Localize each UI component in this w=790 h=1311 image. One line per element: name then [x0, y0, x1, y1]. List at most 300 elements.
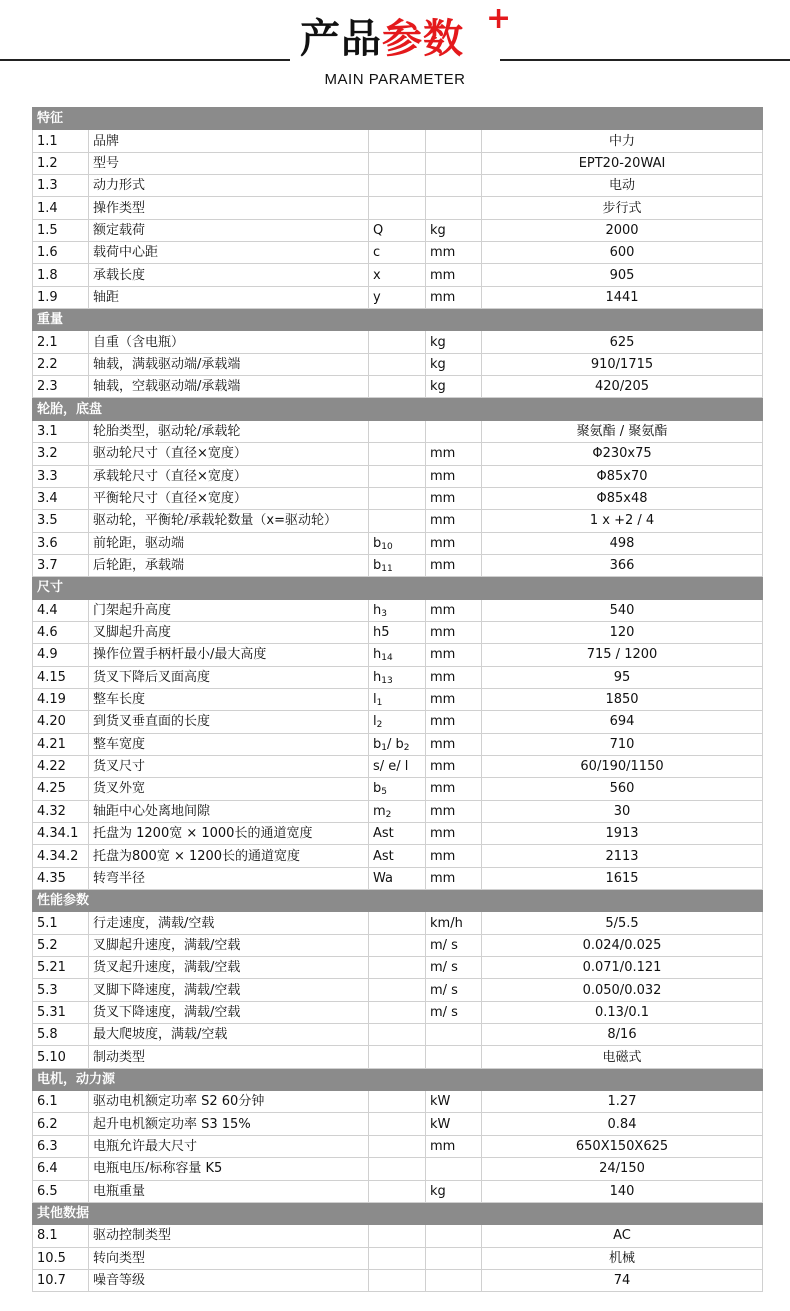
row-unit: mm [426, 778, 482, 800]
row-unit: kW [426, 1091, 482, 1113]
row-value: 电磁式 [482, 1046, 763, 1068]
row-symbol [369, 487, 426, 509]
symbol-text: b [373, 558, 382, 574]
row-unit: mm [426, 264, 482, 286]
row-value: 905 [482, 264, 763, 286]
row-number: 5.21 [33, 957, 89, 979]
row-number: 3.5 [33, 510, 89, 532]
row-value: 600 [482, 242, 763, 264]
row-symbol [369, 644, 426, 666]
table-row [33, 1001, 763, 1023]
row-value: 60/190/1150 [482, 755, 763, 777]
row-value: 715 / 1200 [482, 644, 763, 666]
row-number: 8.1 [33, 1225, 89, 1247]
row-name: 平衡轮尺寸（直径×宽度） [89, 487, 369, 509]
row-number: 10.5 [33, 1247, 89, 1269]
row-name: 电瓶重量 [89, 1180, 369, 1202]
row-name: 托盘为 1200宽 × 1000长的通道宽度 [89, 823, 369, 845]
section-header [33, 398, 763, 420]
header-rule-right [500, 59, 790, 61]
symbol-text: / b [387, 736, 404, 752]
row-name: 行走速度，满载/空载 [89, 912, 369, 934]
row-symbol [369, 1180, 426, 1202]
row-symbol [369, 845, 426, 867]
row-number: 4.21 [33, 733, 89, 755]
table-row [33, 621, 763, 643]
row-unit: mm [426, 823, 482, 845]
row-value: EPT20-20WAI [482, 152, 763, 174]
row-symbol [369, 711, 426, 733]
section-header [33, 108, 763, 130]
row-number: 3.2 [33, 443, 89, 465]
row-number: 4.34.1 [33, 823, 89, 845]
header-rule-left [0, 59, 290, 61]
row-name: 轴载，满载驱动端/承载端 [89, 353, 369, 375]
row-unit: mm [426, 1135, 482, 1157]
row-number: 5.3 [33, 979, 89, 1001]
row-unit: mm [426, 666, 482, 688]
row-value: 1.27 [482, 1091, 763, 1113]
table-row [33, 152, 763, 174]
row-name: 电瓶电压/标称容量 K5 [89, 1158, 369, 1180]
row-unit: mm [426, 487, 482, 509]
row-value: 625 [482, 331, 763, 353]
row-symbol [369, 666, 426, 688]
symbol-subscript: 5 [381, 787, 387, 798]
row-number: 5.1 [33, 912, 89, 934]
symbol-subscript: 2 [385, 809, 392, 820]
row-unit: mm [426, 644, 482, 666]
symbol-text: b [373, 535, 382, 551]
row-symbol [369, 1158, 426, 1180]
row-unit: mm [426, 554, 482, 576]
row-number: 4.19 [33, 688, 89, 710]
row-name: 品牌 [89, 130, 369, 152]
row-number: 6.1 [33, 1091, 89, 1113]
table-row [33, 1046, 763, 1068]
table-row [33, 130, 763, 152]
row-unit [426, 1269, 482, 1291]
table-row [33, 1158, 763, 1180]
row-name: 驱动轮，平衡轮/承载轮数量（x=驱动轮） [89, 510, 369, 532]
row-symbol [369, 688, 426, 710]
row-number: 3.7 [33, 554, 89, 576]
row-name: 轮胎类型，驱动轮/承载轮 [89, 420, 369, 442]
row-symbol [369, 465, 426, 487]
table-row [33, 510, 763, 532]
row-unit: mm [426, 845, 482, 867]
row-name: 托盘为800宽 × 1200长的通道宽度 [89, 845, 369, 867]
row-name: 货叉外宽 [89, 778, 369, 800]
row-name: 前轮距，驱动端 [89, 532, 369, 554]
row-name: 整车宽度 [89, 733, 369, 755]
symbol-text: s/ e/ l [373, 759, 409, 775]
row-unit: m/ s [426, 957, 482, 979]
row-value: 420/205 [482, 376, 763, 398]
row-symbol [369, 800, 426, 822]
section-title: 特征 [33, 108, 763, 130]
row-unit: mm [426, 242, 482, 264]
row-name: 自重（含电瓶） [89, 331, 369, 353]
symbol-subscript: 11 [381, 564, 393, 575]
row-value: 电动 [482, 175, 763, 197]
row-unit [426, 1046, 482, 1068]
row-symbol [369, 1135, 426, 1157]
title-black: 产品 [300, 16, 382, 62]
row-value: 1615 [482, 867, 763, 889]
row-value: 聚氨酯 / 聚氨酯 [482, 420, 763, 442]
row-symbol [369, 957, 426, 979]
row-name: 制动类型 [89, 1046, 369, 1068]
row-symbol [369, 420, 426, 442]
row-name: 噪音等级 [89, 1269, 369, 1291]
row-value: 机械 [482, 1247, 763, 1269]
row-value: Φ230x75 [482, 443, 763, 465]
section-title: 性能参数 [33, 890, 763, 912]
row-name: 承载长度 [89, 264, 369, 286]
row-value: 650X150X625 [482, 1135, 763, 1157]
section-title: 尺寸 [33, 577, 763, 599]
row-number: 1.4 [33, 197, 89, 219]
row-number: 6.2 [33, 1113, 89, 1135]
row-number: 1.8 [33, 264, 89, 286]
row-value: 30 [482, 800, 763, 822]
row-number: 5.2 [33, 934, 89, 956]
symbol-subscript: 1 [381, 742, 387, 753]
row-name: 操作类型 [89, 197, 369, 219]
row-number: 3.4 [33, 487, 89, 509]
symbol-subscript: 14 [381, 653, 393, 664]
table-row [33, 644, 763, 666]
table-row [33, 1024, 763, 1046]
row-number: 4.35 [33, 867, 89, 889]
row-value: 24/150 [482, 1158, 763, 1180]
section-header [33, 1202, 763, 1224]
row-number: 1.9 [33, 286, 89, 308]
row-value: 0.050/0.032 [482, 979, 763, 1001]
row-number: 6.4 [33, 1158, 89, 1180]
row-unit: mm [426, 755, 482, 777]
row-name: 叉脚起升速度，满载/空载 [89, 934, 369, 956]
row-name: 货叉下降速度，满载/空载 [89, 1001, 369, 1023]
row-unit: mm [426, 443, 482, 465]
row-name: 到货叉垂直面的长度 [89, 711, 369, 733]
table-row [33, 778, 763, 800]
row-unit [426, 152, 482, 174]
row-unit: kg [426, 331, 482, 353]
section-title: 重量 [33, 309, 763, 331]
table-row [33, 1225, 763, 1247]
row-number: 2.1 [33, 331, 89, 353]
row-name: 转向类型 [89, 1247, 369, 1269]
row-name: 货叉起升速度，满载/空载 [89, 957, 369, 979]
row-symbol [369, 621, 426, 643]
row-unit [426, 1247, 482, 1269]
row-unit: mm [426, 532, 482, 554]
row-value: 120 [482, 621, 763, 643]
row-unit: mm [426, 465, 482, 487]
row-number: 3.1 [33, 420, 89, 442]
table-row [33, 1247, 763, 1269]
row-name: 载荷中心距 [89, 242, 369, 264]
symbol-text: Wa [373, 870, 393, 886]
row-value: 1 x +2 / 4 [482, 510, 763, 532]
row-name: 叉脚下降速度，满载/空载 [89, 979, 369, 1001]
table-row [33, 264, 763, 286]
row-symbol [369, 755, 426, 777]
row-value: 0.13/0.1 [482, 1001, 763, 1023]
row-unit: mm [426, 510, 482, 532]
table-row [33, 1135, 763, 1157]
table-row [33, 733, 763, 755]
table-row [33, 755, 763, 777]
row-name: 后轮距，承载端 [89, 554, 369, 576]
row-name: 转弯半径 [89, 867, 369, 889]
row-name: 叉脚起升高度 [89, 621, 369, 643]
row-name: 承载轮尺寸（直径×宽度） [89, 465, 369, 487]
section-title: 电机，动力源 [33, 1068, 763, 1090]
row-unit [426, 175, 482, 197]
row-symbol [369, 778, 426, 800]
table-row [33, 800, 763, 822]
table-row [33, 465, 763, 487]
row-value: 2113 [482, 845, 763, 867]
row-symbol [369, 331, 426, 353]
table-row [33, 197, 763, 219]
table-row [33, 1091, 763, 1113]
row-symbol [369, 376, 426, 398]
row-value: 540 [482, 599, 763, 621]
page-subtitle: MAIN PARAMETER [324, 71, 466, 88]
row-number: 4.15 [33, 666, 89, 688]
row-symbol [369, 286, 426, 308]
row-value: 498 [482, 532, 763, 554]
table-row [33, 666, 763, 688]
row-number: 4.34.2 [33, 845, 89, 867]
row-name: 驱动控制类型 [89, 1225, 369, 1247]
symbol-subscript: 10 [381, 541, 393, 552]
table-row [33, 711, 763, 733]
row-value: 1850 [482, 688, 763, 710]
row-value: 710 [482, 733, 763, 755]
row-name: 门架起升高度 [89, 599, 369, 621]
row-value: 1913 [482, 823, 763, 845]
row-name: 起升电机额定功率 S3 15% [89, 1113, 369, 1135]
row-number: 4.25 [33, 778, 89, 800]
row-value: 74 [482, 1269, 763, 1291]
row-symbol [369, 130, 426, 152]
page-title [300, 1, 513, 64]
row-number: 1.6 [33, 242, 89, 264]
symbol-subscript: 13 [381, 675, 393, 686]
row-name: 驱动轮尺寸（直径×宽度） [89, 443, 369, 465]
table-row [33, 331, 763, 353]
row-symbol [369, 912, 426, 934]
table-row [33, 443, 763, 465]
row-unit: mm [426, 711, 482, 733]
section-header [33, 309, 763, 331]
row-value: 95 [482, 666, 763, 688]
row-unit [426, 1024, 482, 1046]
row-unit: mm [426, 286, 482, 308]
row-number: 1.3 [33, 175, 89, 197]
table-row [33, 532, 763, 554]
table-row [33, 219, 763, 241]
table-row [33, 420, 763, 442]
row-symbol [369, 532, 426, 554]
row-name: 电瓶允许最大尺寸 [89, 1135, 369, 1157]
symbol-text: h [373, 669, 382, 685]
symbol-text: Ast [373, 848, 394, 864]
row-value: 中力 [482, 130, 763, 152]
row-number: 1.2 [33, 152, 89, 174]
symbol-text: l [373, 692, 377, 708]
symbol-text: b [373, 781, 382, 797]
table-row [33, 376, 763, 398]
row-unit [426, 1225, 482, 1247]
row-name: 操作位置手柄杆最小/最大高度 [89, 644, 369, 666]
row-symbol [369, 867, 426, 889]
symbol-text: m [373, 803, 386, 819]
row-unit: m/ s [426, 979, 482, 1001]
row-unit: mm [426, 621, 482, 643]
row-name: 最大爬坡度，满载/空载 [89, 1024, 369, 1046]
plus-icon: + [486, 1, 513, 36]
table-row [33, 1180, 763, 1202]
row-unit [426, 420, 482, 442]
row-unit [426, 130, 482, 152]
symbol-text: h5 [373, 625, 390, 641]
row-number: 3.3 [33, 465, 89, 487]
header [0, 0, 790, 100]
symbol-subscript: 1 [376, 698, 383, 709]
row-value: Φ85x48 [482, 487, 763, 509]
row-unit: km/h [426, 912, 482, 934]
row-value: 140 [482, 1180, 763, 1202]
row-unit: kW [426, 1113, 482, 1135]
row-number: 5.31 [33, 1001, 89, 1023]
row-symbol [369, 934, 426, 956]
row-symbol [369, 242, 426, 264]
row-name: 型号 [89, 152, 369, 174]
title-red: 参数 [382, 16, 464, 62]
table-row [33, 912, 763, 934]
row-value: AC [482, 1225, 763, 1247]
row-symbol [369, 599, 426, 621]
row-number: 4.32 [33, 800, 89, 822]
row-value: 2000 [482, 219, 763, 241]
row-name: 整车长度 [89, 688, 369, 710]
row-number: 4.6 [33, 621, 89, 643]
symbol-subscript: 2 [403, 742, 410, 753]
row-unit: mm [426, 733, 482, 755]
row-number: 2.2 [33, 353, 89, 375]
row-number: 6.3 [33, 1135, 89, 1157]
row-symbol [369, 175, 426, 197]
row-value: Φ85x70 [482, 465, 763, 487]
table-row [33, 957, 763, 979]
symbol-subscript: 2 [376, 720, 383, 731]
row-unit: kg [426, 353, 482, 375]
row-value: 0.84 [482, 1113, 763, 1135]
row-number: 4.4 [33, 599, 89, 621]
row-symbol [369, 1113, 426, 1135]
row-unit: m/ s [426, 1001, 482, 1023]
row-number: 4.20 [33, 711, 89, 733]
table-row [33, 823, 763, 845]
row-symbol [369, 443, 426, 465]
row-symbol [369, 1024, 426, 1046]
symbol-text: Q [373, 222, 384, 238]
row-number: 10.7 [33, 1269, 89, 1291]
table-row [33, 688, 763, 710]
table-row [33, 175, 763, 197]
section-header [33, 1068, 763, 1090]
row-name: 驱动电机额定功率 S2 60分钟 [89, 1091, 369, 1113]
row-value: 910/1715 [482, 353, 763, 375]
row-number: 1.5 [33, 219, 89, 241]
row-symbol [369, 1225, 426, 1247]
table-row [33, 1269, 763, 1291]
row-number: 3.6 [33, 532, 89, 554]
row-name: 动力形式 [89, 175, 369, 197]
row-unit: mm [426, 800, 482, 822]
symbol-text: x [373, 267, 381, 283]
row-value: 8/16 [482, 1024, 763, 1046]
table-row [33, 867, 763, 889]
row-symbol [369, 1247, 426, 1269]
row-symbol [369, 152, 426, 174]
row-value: 366 [482, 554, 763, 576]
symbol-text: y [373, 289, 381, 305]
row-name: 轴载，空载驱动端/承载端 [89, 376, 369, 398]
row-unit: mm [426, 867, 482, 889]
table-row [33, 242, 763, 264]
symbol-text: h [373, 647, 382, 663]
row-symbol [369, 1001, 426, 1023]
table-row [33, 979, 763, 1001]
row-number: 2.3 [33, 376, 89, 398]
table-row [33, 1113, 763, 1135]
row-unit: m/ s [426, 934, 482, 956]
row-symbol [369, 219, 426, 241]
symbol-subscript: 3 [381, 608, 387, 619]
table-row [33, 845, 763, 867]
row-value: 0.024/0.025 [482, 934, 763, 956]
row-symbol [369, 353, 426, 375]
row-value: 0.071/0.121 [482, 957, 763, 979]
table-row [33, 554, 763, 576]
row-value: 694 [482, 711, 763, 733]
row-value: 步行式 [482, 197, 763, 219]
row-unit: mm [426, 599, 482, 621]
row-symbol [369, 197, 426, 219]
symbol-text: b [373, 736, 382, 752]
row-number: 4.22 [33, 755, 89, 777]
row-symbol [369, 823, 426, 845]
row-number: 1.1 [33, 130, 89, 152]
table-row [33, 599, 763, 621]
section-header [33, 890, 763, 912]
table-row [33, 934, 763, 956]
row-symbol [369, 554, 426, 576]
row-unit [426, 197, 482, 219]
row-unit: kg [426, 219, 482, 241]
row-name: 轴距中心处离地间隙 [89, 800, 369, 822]
row-symbol [369, 979, 426, 1001]
table-row [33, 487, 763, 509]
row-symbol [369, 510, 426, 532]
